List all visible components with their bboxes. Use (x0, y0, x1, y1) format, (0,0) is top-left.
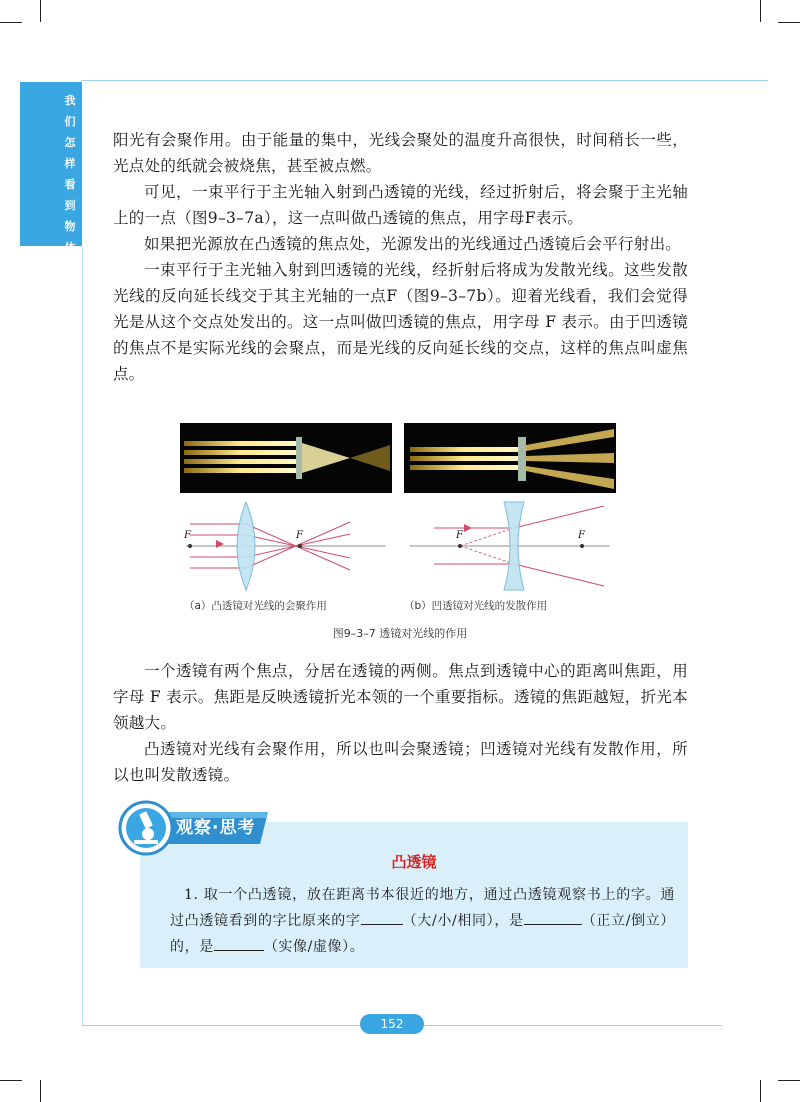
crop-mark (760, 1080, 761, 1102)
observe-box-title: 凸透镜 (391, 853, 437, 871)
convex-lens-photo (180, 423, 392, 493)
concave-lens-diagram (404, 500, 616, 592)
side-char: 体 (64, 241, 76, 254)
question-text: （实像/虚像）。 (263, 939, 365, 955)
side-char: 我 (64, 94, 76, 107)
figure-caption-b: （b）凹透镜对光线的发散作用 (404, 600, 548, 612)
focal-point-label: F (578, 530, 585, 541)
crop-mark (40, 0, 41, 22)
paragraph: 一束平行于主光轴入射到凹透镜的光线，经折射后将成为发散光线。这些发散光线的反向延长线交于其主光轴的一点F（图9–3–7b）。迎着光线看，我们会觉得光是从这个交点处发出的。这一点叫做凹透镜的焦点，用字母 F 表示。由于凹透镜的焦点不是实际光线的会聚点，而是光线的反向延长线的交点，这样的焦点叫虚焦点。 (113, 261, 688, 383)
side-char: 们 (64, 115, 76, 128)
answer-blank[interactable] (214, 934, 264, 951)
convex-lens-diagram (180, 500, 392, 592)
side-char: 物 (64, 220, 76, 233)
crop-mark (0, 22, 22, 23)
observe-question (170, 882, 675, 960)
focal-point-label: F (184, 530, 191, 541)
focal-point-label: F (456, 530, 463, 541)
figure-caption: 图9–3–7 透镜对光线的作用 (332, 627, 468, 640)
top-rule (82, 80, 768, 81)
crop-mark (760, 0, 761, 22)
body-text-upper (113, 127, 688, 387)
focal-point-label: F (296, 530, 303, 541)
crop-mark (778, 22, 800, 23)
crop-mark (0, 1080, 22, 1081)
figure-caption-a: （a）凸透镜对光线的会聚作用 (184, 600, 327, 612)
paragraph: 阳光有会聚作用。由于能量的集中，光线会聚处的温度升高很快，时间稍长一些，光点处的纸就会被烧焦，甚至被点燃。 (113, 131, 688, 175)
side-char: 到 (64, 199, 76, 212)
page-number: 152 (360, 1014, 424, 1034)
crop-mark (40, 1080, 41, 1102)
answer-blank[interactable] (361, 908, 403, 925)
side-char: 样 (64, 157, 76, 170)
question-text: （正立/倒立）的，是 (170, 913, 676, 955)
question-text: （大/小/相同），是 (402, 913, 524, 929)
paragraph: 一个透镜有两个焦点，分居在透镜的两侧。焦点到透镜中心的距离叫焦距，用字母 F 表示。焦距是反映透镜折光本领的一个重要指标。透镜的焦距越短，折光本领越大。 (113, 662, 688, 732)
chapter-side-label (63, 90, 77, 258)
side-char: 怎 (64, 136, 76, 149)
chapter-side-tab (20, 82, 82, 254)
concave-lens-photo (404, 423, 616, 493)
body-text-lower (113, 658, 688, 788)
paragraph: 凸透镜对光线有会聚作用，所以也叫会聚透镜；凹透镜对光线有发散作用，所以也叫发散透镜。 (113, 740, 688, 784)
paragraph: 可见，一束平行于主光轴入射到凸透镜的光线，经过折射后，将会聚于主光轴上的一点（图9–3–7a），这一点叫做凸透镜的焦点，用字母F表示。 (113, 183, 688, 227)
crop-mark (778, 1080, 800, 1081)
side-char: 看 (64, 178, 76, 191)
observe-badge-label: 观察·思考 (176, 818, 256, 838)
question-text: 1. 取一个凸透镜，放在距离书本很近的地方，通过凸透镜观察书上的字。通过凸透镜看到的字比原来的字 (170, 887, 675, 929)
paragraph: 如果把光源放在凸透镜的焦点处，光源发出的光线通过凸透镜后会平行射出。 (144, 235, 682, 253)
answer-blank[interactable] (524, 908, 582, 925)
